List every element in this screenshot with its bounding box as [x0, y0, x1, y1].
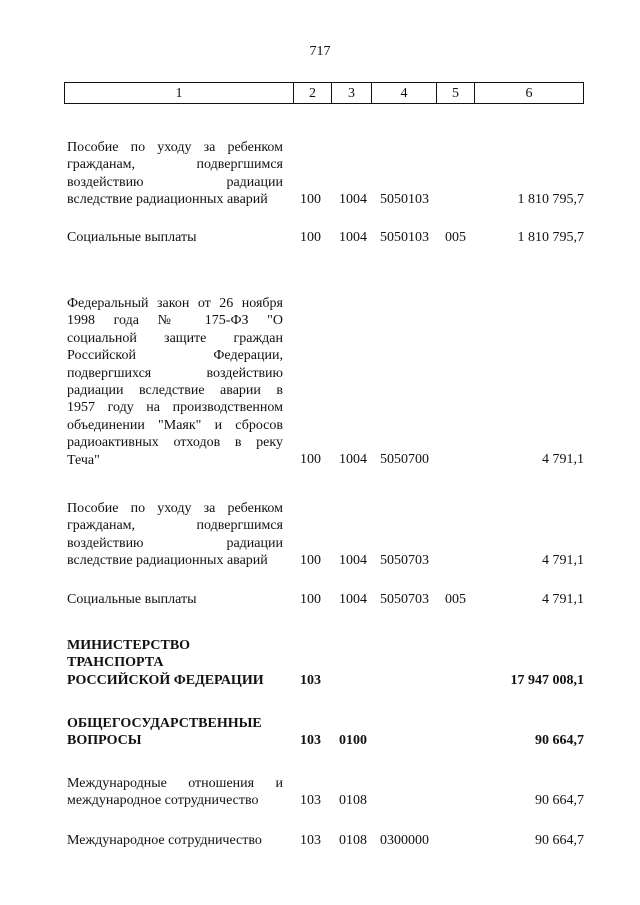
header-col-5: 5 [436, 83, 474, 103]
row-description [67, 295, 283, 469]
amount: 90 664,7 [535, 793, 584, 808]
description-line: воздействию радиации [67, 535, 283, 551]
target-article-code: 5050103 [380, 192, 429, 207]
description-line: РОССИЙСКОЙ ФЕДЕРАЦИИ [67, 672, 264, 688]
description-line: Международное сотрудничество [67, 833, 262, 848]
page-number: 717 [309, 44, 331, 59]
description-line: Пособие по уходу за ребенком [67, 140, 283, 155]
ministry-code: 103 [300, 833, 321, 848]
description-line: 1957 году на производственном [67, 400, 283, 416]
ministry-code: 100 [300, 230, 321, 245]
description-line: МИНИСТЕРСТВО [67, 638, 191, 653]
amount: 1 810 795,7 [517, 230, 584, 245]
row-description [67, 715, 307, 750]
section-code: 0108 [339, 793, 367, 808]
description-line: Социальные выплаты [67, 230, 197, 245]
row-description [67, 139, 283, 209]
ministry-code: 100 [300, 553, 321, 568]
description-line: международное сотрудничество [67, 793, 259, 809]
row-description [67, 591, 283, 608]
column-header-row [64, 82, 584, 104]
description-line: вследствие радиационных аварий [67, 553, 268, 569]
section-code: 1004 [339, 452, 367, 467]
row-description [67, 832, 283, 849]
amount: 90 664,7 [535, 733, 584, 748]
header-col-6: 6 [474, 83, 583, 103]
header-col-2: 2 [293, 83, 331, 103]
section-code: 1004 [339, 553, 367, 568]
description-line: ВОПРОСЫ [67, 733, 142, 749]
target-article-code: 0300000 [380, 833, 429, 848]
header-col-3: 3 [331, 83, 371, 103]
section-code: 1004 [339, 230, 367, 245]
description-line: социальной защите граждан [67, 330, 283, 346]
amount: 90 664,7 [535, 833, 584, 848]
amount: 4 791,1 [542, 553, 584, 568]
description-line: Теча" [67, 452, 100, 468]
amount: 1 810 795,7 [517, 192, 584, 207]
row-description [67, 229, 283, 246]
row-description [67, 637, 307, 689]
description-line: Международные отношения и [67, 776, 283, 791]
description-line: радиоактивных отходов в реку [67, 435, 283, 451]
amount: 4 791,1 [542, 592, 584, 607]
target-article-code: 5050703 [380, 553, 429, 568]
ministry-code: 103 [300, 673, 321, 688]
header-col-1: 1 [175, 86, 183, 101]
ministry-code: 103 [300, 793, 321, 808]
amount: 17 947 008,1 [510, 673, 584, 688]
expense-type-code: 005 [445, 592, 466, 607]
ministry-code: 100 [300, 452, 321, 467]
section-code: 0100 [339, 733, 367, 748]
target-article-code: 5050700 [380, 452, 429, 467]
description-line: объединении "Маяк" и сбросов [67, 417, 283, 433]
description-line: воздействию радиации [67, 174, 283, 190]
description-line: радиации вследствие аварии в [67, 383, 283, 399]
section-code: 0108 [339, 833, 367, 848]
description-line: вследствие радиационных аварий [67, 192, 268, 208]
section-code: 1004 [339, 192, 367, 207]
description-line: ОБЩЕГОСУДАРСТВЕННЫЕ [67, 716, 262, 731]
description-line: гражданам, подвергшимся [67, 518, 283, 534]
ministry-code: 100 [300, 192, 321, 207]
row-description [67, 775, 283, 810]
section-code: 1004 [339, 592, 367, 607]
target-article-code: 5050103 [380, 230, 429, 245]
ministry-code: 100 [300, 592, 321, 607]
description-line: гражданам, подвергшимся [67, 157, 283, 173]
description-line: Социальные выплаты [67, 592, 197, 607]
description-line: ТРАНСПОРТА [67, 655, 164, 671]
description-line: подвергшихся воздействию [67, 365, 283, 381]
description-line: Пособие по уходу за ребенком [67, 501, 283, 516]
header-col-4: 4 [371, 83, 436, 103]
description-line: 1998 года № 175-ФЗ "О [67, 313, 283, 329]
amount: 4 791,1 [542, 452, 584, 467]
expense-type-code: 005 [445, 230, 466, 245]
row-description [67, 500, 283, 570]
target-article-code: 5050703 [380, 592, 429, 607]
description-line: Российской Федерации, [67, 348, 283, 364]
ministry-code: 103 [300, 733, 321, 748]
description-line: Федеральный закон от 26 ноября [67, 296, 283, 311]
